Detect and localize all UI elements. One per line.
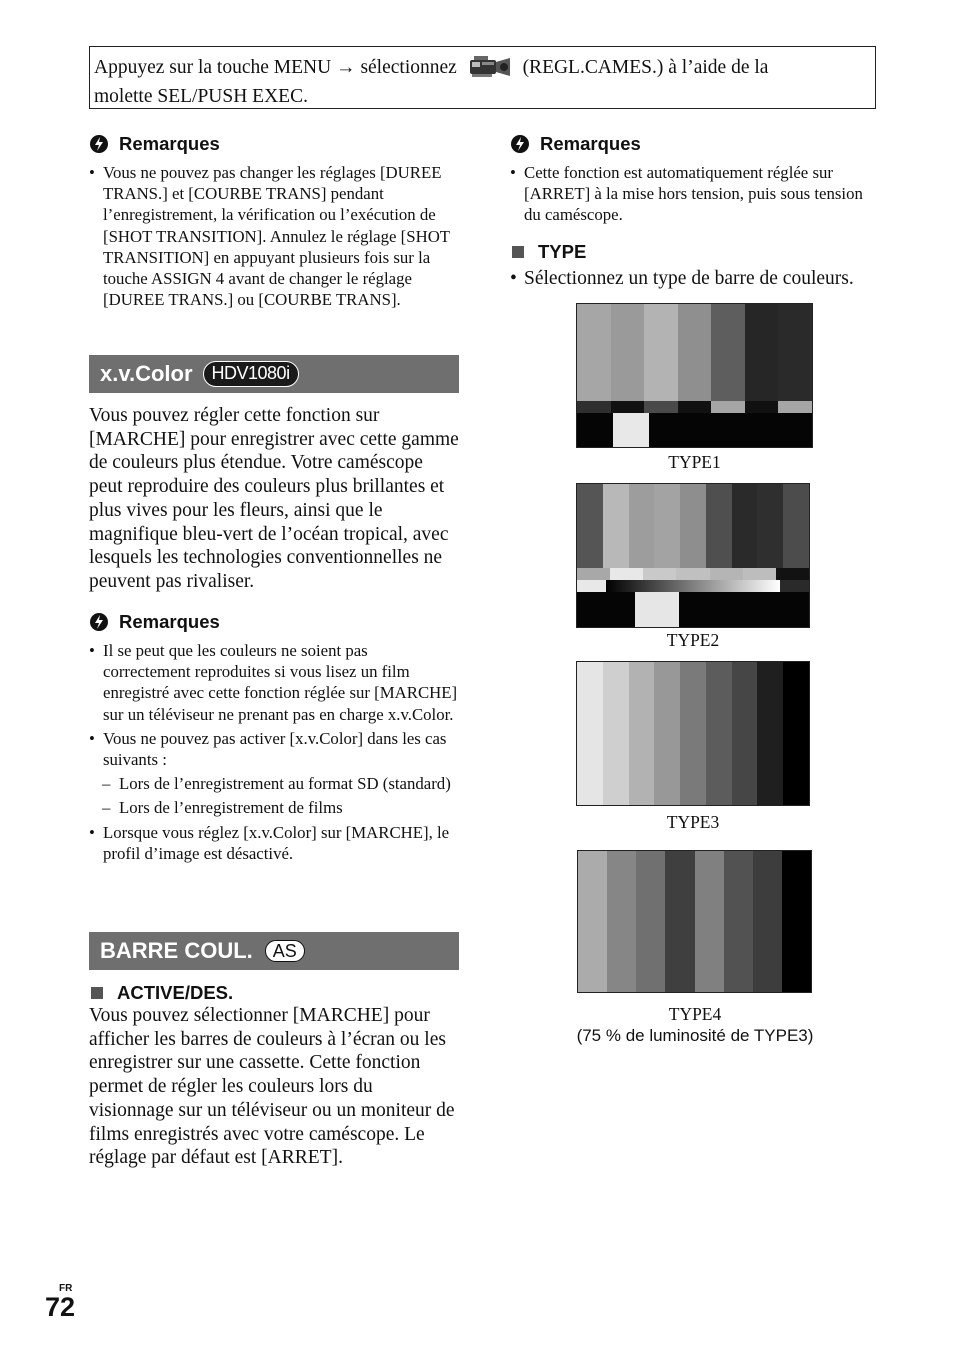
color-bar-segment bbox=[711, 401, 745, 413]
square-bullet-icon bbox=[91, 987, 103, 999]
caption-type1: TYPE1 bbox=[668, 452, 721, 472]
color-bar-segment bbox=[732, 484, 758, 568]
color-bar-segment bbox=[706, 662, 732, 805]
notes-heading-text: Remarques bbox=[119, 611, 220, 632]
color-bar-segment bbox=[757, 662, 783, 805]
caution-icon bbox=[89, 612, 109, 632]
color-bar-segment bbox=[635, 592, 679, 627]
color-bar-segment bbox=[753, 851, 782, 992]
color-bar-segment bbox=[577, 401, 611, 413]
color-bar-type1 bbox=[576, 303, 813, 448]
color-bar-type4 bbox=[577, 850, 812, 993]
color-bar-type2 bbox=[576, 483, 810, 628]
language-code: FR bbox=[59, 1283, 73, 1294]
xvcolor-body: Vous pouvez régler cette fonction sur [MARCHE] pour enregistrer avec cette gamme de couleurs plus étendue. Votre caméscope peut reproduire des couleurs plus brillantes et plus vives pour les fleurs, ainsi que le magnifique bleu-vert de l’océan tropical, avec lesquels les technologies conventionnelles ne peuvent pas rivaliser. bbox=[89, 405, 459, 592]
section-title: BARRE COUL. bbox=[100, 938, 253, 963]
color-bar-segment bbox=[676, 568, 709, 580]
notes-list-3 bbox=[510, 162, 870, 229]
color-bar-segment bbox=[678, 304, 712, 401]
caption-type2: TYPE2 bbox=[666, 630, 720, 650]
notes-heading-text: Remarques bbox=[119, 133, 220, 154]
color-bar-segment bbox=[644, 304, 678, 401]
color-bar-segment bbox=[578, 851, 607, 992]
notes-list-2 bbox=[89, 640, 459, 867]
notes-list-1 bbox=[89, 162, 459, 313]
caution-icon bbox=[89, 134, 109, 154]
color-bar-segment bbox=[727, 592, 809, 627]
caption-type3: TYPE3 bbox=[666, 812, 720, 832]
color-bar-segment bbox=[629, 484, 655, 568]
subheading-text: TYPE bbox=[538, 241, 587, 262]
color-bar-segment bbox=[665, 851, 694, 992]
color-bar-segment bbox=[577, 413, 613, 447]
list-item: • Lorsque vous réglez [x.v.Color] sur [MARCHE], le profil d’image est désactivé. bbox=[89, 822, 459, 864]
list-item: • Vous ne pouvez pas changer les réglages [DUREE TRANS.] et [COURBE TRANS] pendant l’enregistrement, la vérification ou l’exécution de [SHOT TRANSITION]. Annulez le réglage [SHOT TRANSITION] en appuyant plusieurs fois sur la touche ASSIGN 4 avant de changer le réglage [DUREE TRANS.] ou [COURBE TRANS]. bbox=[89, 162, 459, 310]
page-number: 72 bbox=[45, 1292, 76, 1322]
color-bar-segment bbox=[757, 484, 783, 568]
color-bar-segment bbox=[724, 851, 753, 992]
color-bar-segment bbox=[680, 662, 706, 805]
caution-icon bbox=[510, 134, 530, 154]
color-bar-segment bbox=[654, 662, 680, 805]
notes-heading-text: Remarques bbox=[540, 133, 641, 154]
color-bar-segment bbox=[654, 484, 680, 568]
camera-settings-icon bbox=[468, 54, 512, 85]
instruction-box bbox=[89, 46, 876, 109]
color-bar-segment bbox=[577, 304, 611, 401]
list-item: • Vous ne pouvez pas activer [x.v.Color] dans les cas suivants : bbox=[89, 728, 459, 770]
subheading-type bbox=[512, 241, 586, 263]
color-bar-segment bbox=[577, 484, 603, 568]
color-bar-segment bbox=[607, 851, 636, 992]
color-bar-segment bbox=[577, 580, 606, 592]
color-bar-segment bbox=[778, 304, 812, 401]
instruction-text-line2: molette SEL/PUSH EXEC. bbox=[94, 86, 308, 107]
hdv1080i-badge: HDV1080i bbox=[203, 361, 299, 387]
barre-body: Vous pouvez sélectionner [MARCHE] pour afficher les barres de couleurs à l’écran ou les enregistrer sur une cassette. Cette fonction permet de régler les couleurs lors du visionnage sur un téléviseur ou un moniteur de films enregistrés avec votre caméscope. Le réglage par défaut est [ARRET]. bbox=[89, 1005, 455, 1169]
type-list bbox=[510, 267, 890, 294]
as-badge: AS bbox=[265, 940, 305, 962]
color-bar-segment bbox=[577, 568, 610, 580]
color-bar-segment bbox=[778, 401, 812, 413]
caption-type4-subtitle: (75 % de luminosité de TYPE3) bbox=[576, 1026, 814, 1045]
color-bar-segment bbox=[629, 662, 655, 805]
list-item: • Cette fonction est automatiquement réglée sur [ARRET] à la mise hors tension, puis sous tension du caméscope. bbox=[510, 162, 870, 226]
color-bar-segment bbox=[745, 304, 779, 401]
color-bar-segment bbox=[613, 413, 649, 447]
square-bullet-icon bbox=[512, 246, 524, 258]
color-bar-segment bbox=[780, 580, 809, 592]
color-bar-segment bbox=[649, 413, 685, 447]
color-bar-segment bbox=[685, 413, 721, 447]
color-bar-segment bbox=[745, 401, 779, 413]
section-banner-barre bbox=[89, 932, 459, 970]
color-bar-type3 bbox=[576, 661, 810, 806]
caption-type4: TYPE4 bbox=[668, 1004, 722, 1024]
list-item: • Sélectionnez un type de barre de couleurs. bbox=[510, 267, 890, 291]
color-bar-segment bbox=[776, 568, 809, 580]
list-item: • Il se peut que les couleurs ne soient pas correctement reproduites si vous lisez un film enregistré avec cette fonction réglée sur [MARCHE] sur un téléviseur ne prenant pas en charge x.v.Color. bbox=[89, 640, 459, 725]
color-bar-segment bbox=[611, 304, 645, 401]
section-title: x.v.Color bbox=[100, 361, 193, 386]
color-bar-segment bbox=[678, 401, 712, 413]
notes-heading-1 bbox=[89, 133, 220, 155]
color-bar-segment bbox=[711, 304, 745, 401]
color-bar-segment bbox=[611, 401, 645, 413]
color-bar-segment bbox=[577, 662, 603, 805]
list-subitem: – Lors de l’enregistrement au format SD (standard) bbox=[89, 773, 459, 794]
color-bar-segment bbox=[643, 568, 676, 580]
instruction-text-part2: (REGL.CAMES.) à l’aide de la bbox=[522, 57, 769, 78]
color-bar-segment bbox=[706, 484, 732, 568]
subheading-active-des bbox=[91, 982, 233, 1004]
section-banner-xvcolor bbox=[89, 355, 459, 393]
subheading-text: ACTIVE/DES. bbox=[117, 982, 234, 1003]
instruction-text-part1: Appuyez sur la touche MENU → sélectionnez bbox=[94, 57, 457, 78]
gradient-ramp bbox=[606, 580, 780, 592]
notes-heading-3 bbox=[510, 133, 641, 155]
color-bar-segment bbox=[679, 592, 727, 627]
color-bar-segment bbox=[710, 568, 743, 580]
color-bar-segment bbox=[783, 484, 809, 568]
color-bar-segment bbox=[783, 662, 809, 805]
color-bar-segment bbox=[603, 484, 629, 568]
list-subitem: – Lors de l’enregistrement de films bbox=[89, 797, 459, 818]
color-bar-segment bbox=[722, 413, 812, 447]
color-bar-segment bbox=[680, 484, 706, 568]
color-bar-segment bbox=[782, 851, 811, 992]
color-bar-segment bbox=[695, 851, 724, 992]
color-bar-segment bbox=[743, 568, 776, 580]
notes-heading-2 bbox=[89, 611, 220, 633]
color-bar-segment bbox=[732, 662, 758, 805]
color-bar-segment bbox=[603, 662, 629, 805]
color-bar-segment bbox=[577, 592, 635, 627]
color-bar-segment bbox=[644, 401, 678, 413]
color-bar-segment bbox=[636, 851, 665, 992]
color-bar-segment bbox=[610, 568, 643, 580]
